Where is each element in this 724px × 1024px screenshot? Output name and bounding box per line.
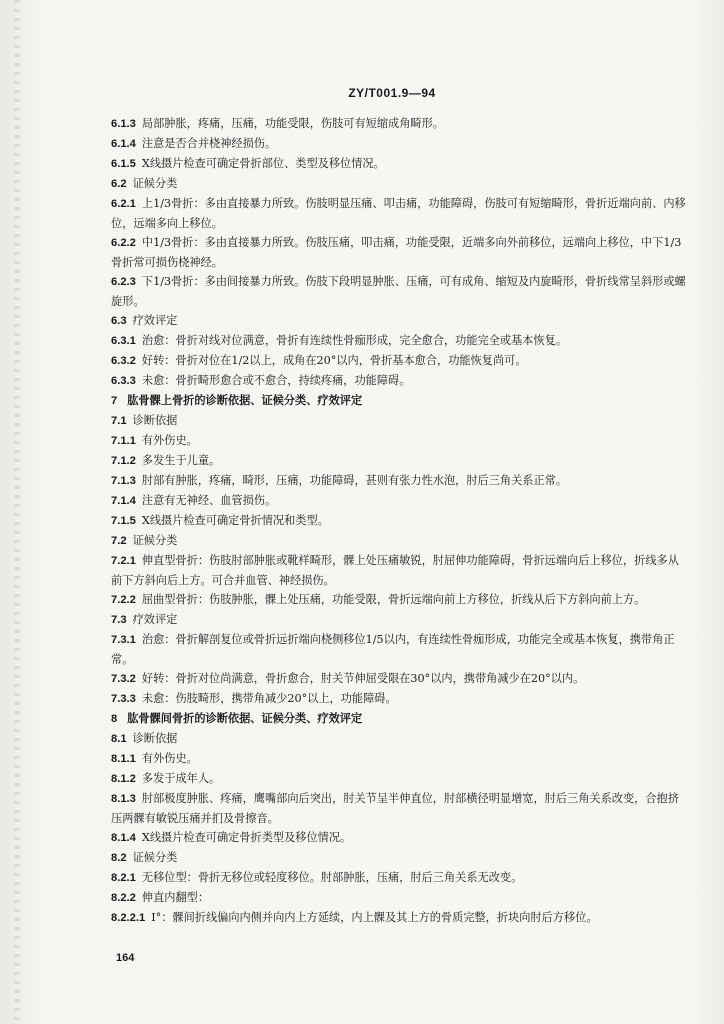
clause-number: 8 — [111, 713, 118, 725]
clause-number: 6.3.1 — [111, 335, 136, 347]
clause-number: 7.1.2 — [111, 455, 136, 467]
section-heading — [111, 391, 689, 411]
clause-number: 8.1.4 — [111, 832, 136, 844]
clause-text: 多发于成年人。 — [141, 772, 221, 785]
clause — [111, 828, 689, 848]
clause-number: 8.2.2.1 — [111, 912, 146, 924]
clause-number: 8.1.3 — [111, 793, 136, 805]
clause-number: 6.3.2 — [111, 355, 136, 367]
document-body — [111, 114, 689, 928]
clause-text: 治愈：骨折解剖复位或骨折远折端向桡侧移位1/5以内，有连续性骨痂形成，功能完全或基本恢复，携带角正常。 — [111, 633, 675, 666]
clause-number: 6.1.3 — [111, 118, 136, 130]
clause-text: 注意是否合并桡神经损伤。 — [141, 137, 277, 150]
clause-text: X线摄片检查可确定骨折类型及移位情况。 — [141, 831, 352, 844]
clause-text: 证候分类 — [132, 177, 178, 190]
clause-text: X线摄片检查可确定骨折情况和类型。 — [141, 514, 329, 527]
clause — [111, 134, 689, 154]
clause — [111, 371, 689, 391]
clause — [111, 431, 689, 451]
clause — [111, 908, 689, 928]
clause-text: 肘部有肿胀，疼痛，畸形，压痛，功能障碍，甚则有张力性水泡，肘后三角关系正常。 — [141, 474, 568, 487]
clause-text: 诊断依据 — [132, 414, 178, 427]
clause — [111, 749, 689, 769]
page-header — [0, 86, 724, 100]
clause — [111, 848, 689, 868]
clause-number: 7.1.5 — [111, 515, 136, 527]
clause — [111, 689, 689, 709]
clause — [111, 630, 689, 669]
clause — [111, 669, 689, 689]
clause-number: 7.1.1 — [111, 435, 136, 447]
clause — [111, 154, 689, 174]
clause-text: 有外伤史。 — [141, 434, 198, 447]
clause-number: 7.1.3 — [111, 475, 136, 487]
clause — [111, 551, 689, 590]
clause-number: 7.3.1 — [111, 634, 136, 646]
clause — [111, 729, 689, 749]
clause-number: 7.1.4 — [111, 495, 136, 507]
clause-text: 注意有无神经、血管损伤。 — [141, 494, 277, 507]
clause-text: 疗效评定 — [132, 613, 178, 626]
clause — [111, 272, 689, 311]
clause-text: 下1/3骨折：多由间接暴力所致。伤肢下段明显肿胀、压痛，可有成角、缩短及内旋畸形，骨折线常呈斜形或螺旋形。 — [111, 275, 686, 308]
clause-text: 肱骨髁间骨折的诊断依据、证候分类、疗效评定 — [127, 711, 363, 725]
clause-number: 6.2 — [111, 178, 127, 190]
clause — [111, 590, 689, 610]
clause-text: 肱骨髁上骨折的诊断依据、证候分类、疗效评定 — [127, 393, 363, 407]
clause-number: 8.2.2 — [111, 892, 136, 904]
doc-code: ZY/T001.9—94 — [348, 86, 436, 100]
clause-text: 中1/3骨折：多由直接暴力所致。伤肢压痛，叩击痛，功能受限，近端多向外前移位，远端向上移位，中下1/3骨折常可损伤桡神经。 — [111, 236, 682, 269]
clause — [111, 868, 689, 888]
clause — [111, 311, 689, 331]
page-number: 164 — [116, 952, 135, 964]
scan-edge-artifact — [14, 0, 20, 1024]
clause-number: 6.3.3 — [111, 375, 136, 387]
clause-number: 8.2 — [111, 852, 127, 864]
clause — [111, 451, 689, 471]
clause — [111, 471, 689, 491]
clause-number: 8.1.2 — [111, 773, 136, 785]
clause-text: 治愈：骨折对线对位满意，骨折有连续性骨痂形成，完全愈合，功能完全或基本恢复。 — [141, 334, 568, 347]
clause — [111, 411, 689, 431]
clause — [111, 194, 689, 233]
clause-number: 7.1 — [111, 415, 127, 427]
clause — [111, 511, 689, 531]
clause-number: 7.2 — [111, 535, 127, 547]
clause-number: 6.1.4 — [111, 138, 136, 150]
clause-text: 无移位型：骨折无移位或轻度移位。肘部肿胀，压痛，肘后三角关系无改变。 — [141, 871, 523, 884]
clause-number: 7.3 — [111, 614, 127, 626]
clause-number: 8.1.1 — [111, 753, 136, 765]
clause-number: 6.1.5 — [111, 158, 136, 170]
clause — [111, 531, 689, 551]
clause-text: 诊断依据 — [132, 732, 178, 745]
clause-text: 有外伤史。 — [141, 752, 198, 765]
clause-text: 未愈：骨折畸形愈合或不愈合，持续疼痛，功能障碍。 — [141, 374, 411, 387]
clause-text: 局部肿胀，疼痛，压痛，功能受限，伤肢可有短缩成角畸形。 — [141, 117, 444, 130]
section-heading — [111, 709, 689, 729]
clause-number: 8.1 — [111, 733, 127, 745]
clause-number: 6.2.3 — [111, 276, 136, 288]
clause-number: 7 — [111, 395, 118, 407]
clause-number: 6.3 — [111, 315, 127, 327]
clause-text: X线摄片检查可确定骨折部位、类型及移位情况。 — [141, 157, 385, 170]
clause-number: 8.2.1 — [111, 872, 136, 884]
clause-text: 肘部极度肿胀、疼痛，鹰嘴部向后突出，肘关节呈半伸直位，肘部横径明显增宽，肘后三角关系改变，合抱挤压两髁有敏锐压痛并扪及骨擦音。 — [111, 792, 679, 825]
clause-text: 伸直内翻型： — [141, 891, 210, 904]
clause-number: 6.2.2 — [111, 237, 136, 249]
clause-text: 多发生于儿童。 — [141, 454, 221, 467]
clause-text: 屈曲型骨折：伤肢肿胀，髁上处压痛，功能受限，骨折远端向前上方移位，折线从后下方斜向前上方。 — [141, 593, 646, 606]
clause-number: 6.2.1 — [111, 198, 136, 210]
clause-text: 疗效评定 — [132, 314, 178, 327]
clause — [111, 491, 689, 511]
clause — [111, 888, 689, 908]
clause — [111, 233, 689, 272]
clause — [111, 769, 689, 789]
clause-text: 伸直型骨折：伤肢肘部肿胀或靴样畸形，髁上处压痛敏锐，肘屈伸功能障碍，骨折远端向后上移位，折线多从前下方斜向后上方。可合并血管、神经损伤。 — [111, 554, 679, 587]
clause — [111, 351, 689, 371]
clause — [111, 610, 689, 630]
clause-number: 7.3.2 — [111, 673, 136, 685]
clause-text: 证候分类 — [132, 534, 178, 547]
clause — [111, 114, 689, 134]
clause-text: 好转：骨折对位在1/2以上，成角在20°以内，骨折基本愈合，功能恢复尚可。 — [141, 354, 527, 367]
clause-text: Ⅰ°：髁间折线偏向内侧并向内上方延续，内上髁及其上方的骨质完整，折块向肘后方移位。 — [151, 911, 598, 924]
clause-text: 未愈：伤肢畸形，携带角减少20°以上，功能障碍。 — [141, 692, 397, 705]
clause-number: 7.2.1 — [111, 555, 136, 567]
clause-number: 7.2.2 — [111, 594, 136, 606]
clause-text: 好转：骨折对位尚满意，骨折愈合，肘关节伸屈受限在30°以内，携带角减少在20°以内。 — [141, 672, 585, 685]
clause-number: 7.3.3 — [111, 693, 136, 705]
clause — [111, 331, 689, 351]
clause-text: 证候分类 — [132, 851, 178, 864]
clause-text: 上1/3骨折：多由直接暴力所致。伤肢明显压痛、叩击痛，功能障碍，伤肢可有短缩畸形，骨折近端向前、内移位，远端多向上移位。 — [111, 197, 686, 230]
clause — [111, 174, 689, 194]
clause — [111, 789, 689, 828]
